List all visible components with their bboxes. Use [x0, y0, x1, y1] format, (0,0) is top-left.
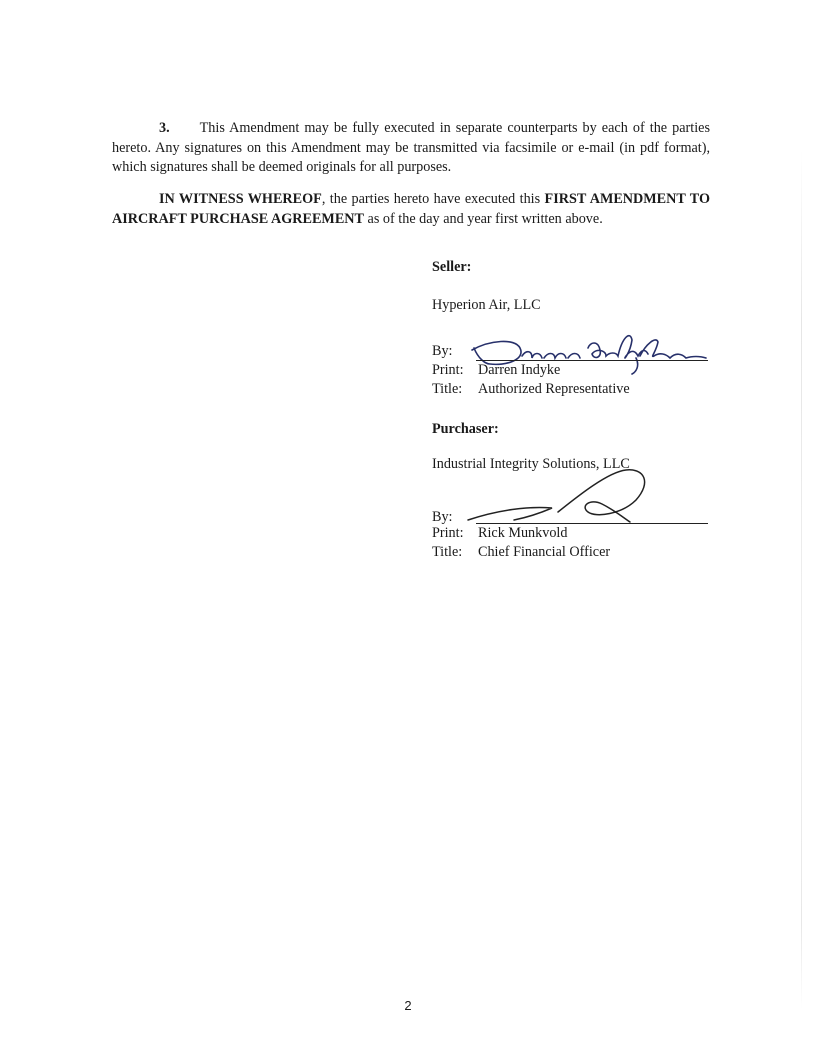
seller-title-value: Authorized Representative [478, 381, 630, 397]
clause-3-number: 3. [159, 120, 170, 136]
seller-by-label: By: [432, 343, 453, 359]
purchaser-print-label: Print: [432, 525, 464, 541]
purchaser-title-value: Chief Financial Officer [478, 544, 611, 560]
seller-heading: Seller: [432, 259, 472, 275]
amendment-title: FIRST AMENDMENT TO AIRCRAFT PURCHASE AGREEMENT [112, 191, 710, 227]
witness-lead: IN WITNESS WHEREOF [159, 191, 322, 207]
witness-text-2: as of the day and year first written above. [364, 210, 603, 227]
seller-print-value: Darren Indyke [478, 362, 561, 378]
witness-text-1: , the parties hereto have executed this [321, 191, 545, 207]
witness-paragraph [112, 190, 710, 229]
seller-company: Hyperion Air, LLC [432, 297, 541, 313]
seller-print-label: Print: [432, 362, 464, 378]
purchaser-heading: Purchaser: [432, 421, 499, 437]
purchaser-by-label: By: [432, 509, 453, 525]
purchaser-title-label: Title: [432, 544, 463, 560]
seller-title-label: Title: [432, 381, 463, 397]
scan-edge [801, 150, 802, 1010]
clause-3-text: This Amendment may be fully executed in separate counterparts by each of the parties hereto. Any signatures on this Amendment may be transmitted via facsimile or e-mail (in pdf format), which signatures shall be deemed originals for all purposes. [112, 120, 710, 175]
purchaser-print-value: Rick Munkvold [478, 525, 568, 541]
purchaser-company: Industrial Integrity Solutions, LLC [432, 456, 630, 472]
page-number: 2 [404, 998, 412, 1013]
clause-3-paragraph [112, 119, 710, 178]
